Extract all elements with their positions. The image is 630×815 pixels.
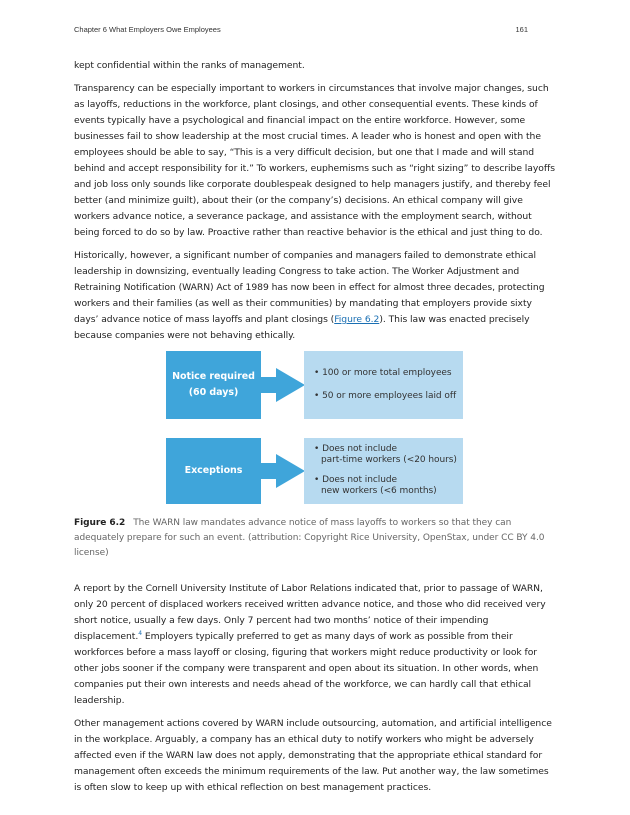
arrow-right-icon <box>260 454 306 488</box>
notice-required-box <box>166 351 261 419</box>
notice-required-days: (60 days) <box>188 387 239 398</box>
exceptions-criteria-box <box>304 438 463 504</box>
page-content <box>74 58 558 803</box>
paragraph-3-text-a: Historically, however, a significant number of companies and managers failed to demonstrate ethical leadership in downsizing, eventually leading Congress to take action. The Worker Adjustment and Retraining Notification (WARN) Act of 1989 has now been in effect for almost three decades, protecting workers and their families (as well as their communities) by mandating that employers provide sixty days’ advance notice of mass layoffs and plant closings ( <box>74 250 545 325</box>
paragraph-2: Transparency can be especially important to workers in circumstances that involve major changes, such as layoffs, reductions in the workforce, plant closings, and other consequential events. These kinds of events typically have a psychological and financial impact on the entire workforce. However, some businesses fail to show leadership at the most crucial times. A leader who is honest and open with the employees should be able to say, “This is a very difficult decision, but one that I made and will stand behind and accept responsibility for it.” To workers, euphemisms such as “right sizing” to describe layoffs and job loss only sounds like corporate doublespeak designed to help managers justify, and thereby feel better (and minimize guilt), about their (or the company’s) decisions. An ethical company will give workers advance notice, a severance package, and assistance with the employment search, without being forced to do so by law. Proactive rather than reactive behavior is the ethical and just thing to do. <box>74 83 555 238</box>
figure-caption <box>74 516 558 561</box>
notice-criteria-box <box>304 351 463 419</box>
figure-6-2-link[interactable]: Figure 6.2 <box>334 314 380 325</box>
figure-caption-text: The WARN law mandates advance notice of mass layoffs to workers so that they can adequately prepare for such an event. (attribution: Copyright Rice University, OpenStax, under CC BY 4.0 license) <box>74 518 545 558</box>
paragraph-3 <box>74 248 558 344</box>
paragraph-3-text-b: ). This law was enacted precisely because companies were not behaving ethically. <box>74 314 530 341</box>
exceptions-title: Exceptions <box>184 465 243 476</box>
exception-part-time-heading: • Does not include <box>314 444 398 454</box>
page-number: 161 <box>515 25 528 34</box>
paragraph-5: Other management actions covered by WARN include outsourcing, automation, and artificial intelligence in the workplace. Arguably, a company has an ethical duty to notify workers who might be adversely affected even if the WARN law does not apply, demonstrating that the appropriate ethical standard for management often exceeds the minimum requirements of the law. Put another way, the law sometimes is often slow to keep up with ethical reflection on best management practices. <box>74 718 552 793</box>
chapter-title: Chapter 6 What Employers Owe Employees <box>74 25 221 34</box>
paragraph-4 <box>74 581 558 709</box>
exception-new-workers-detail: new workers (<6 months) <box>321 486 437 496</box>
paragraph-1: kept confidential within the ranks of management. <box>74 60 305 71</box>
paragraph-4-text-a: A report by the Cornell University Institute of Labor Relations indicated that, prior to passage of WARN, only 20 percent of displaced workers received written advance notice, and those who did received very short notice, usually a few days. Only 7 percent had two months’ notice of their impending displacement. <box>74 583 546 642</box>
paragraph-4-text-b: Employers typically preferred to get as many days of work as possible from their workforces before a mass layoff or closing, figuring that workers might reduce productivity or look for other jobs sooner if the company were transparent and open about its situation. In other words, when companies put their own interests and needs ahead of the workforce, we can hardly call that ethical leadership. <box>74 631 539 706</box>
exception-part-time-detail: part-time workers (<20 hours) <box>321 455 457 465</box>
notice-required-title: Notice required <box>172 371 255 382</box>
page-header <box>74 25 528 34</box>
criteria-bullet-total-employees: • 100 or more total employees <box>314 368 452 378</box>
criteria-bullet-laid-off: • 50 or more employees laid off <box>314 391 457 401</box>
exception-new-workers-heading: • Does not include <box>314 475 398 485</box>
figure-caption-label: Figure 6.2 <box>74 518 126 528</box>
warn-figure <box>74 351 558 514</box>
footnote-ref[interactable]: 4 <box>138 629 142 637</box>
arrow-right-icon <box>260 368 306 402</box>
exceptions-box <box>166 438 261 504</box>
